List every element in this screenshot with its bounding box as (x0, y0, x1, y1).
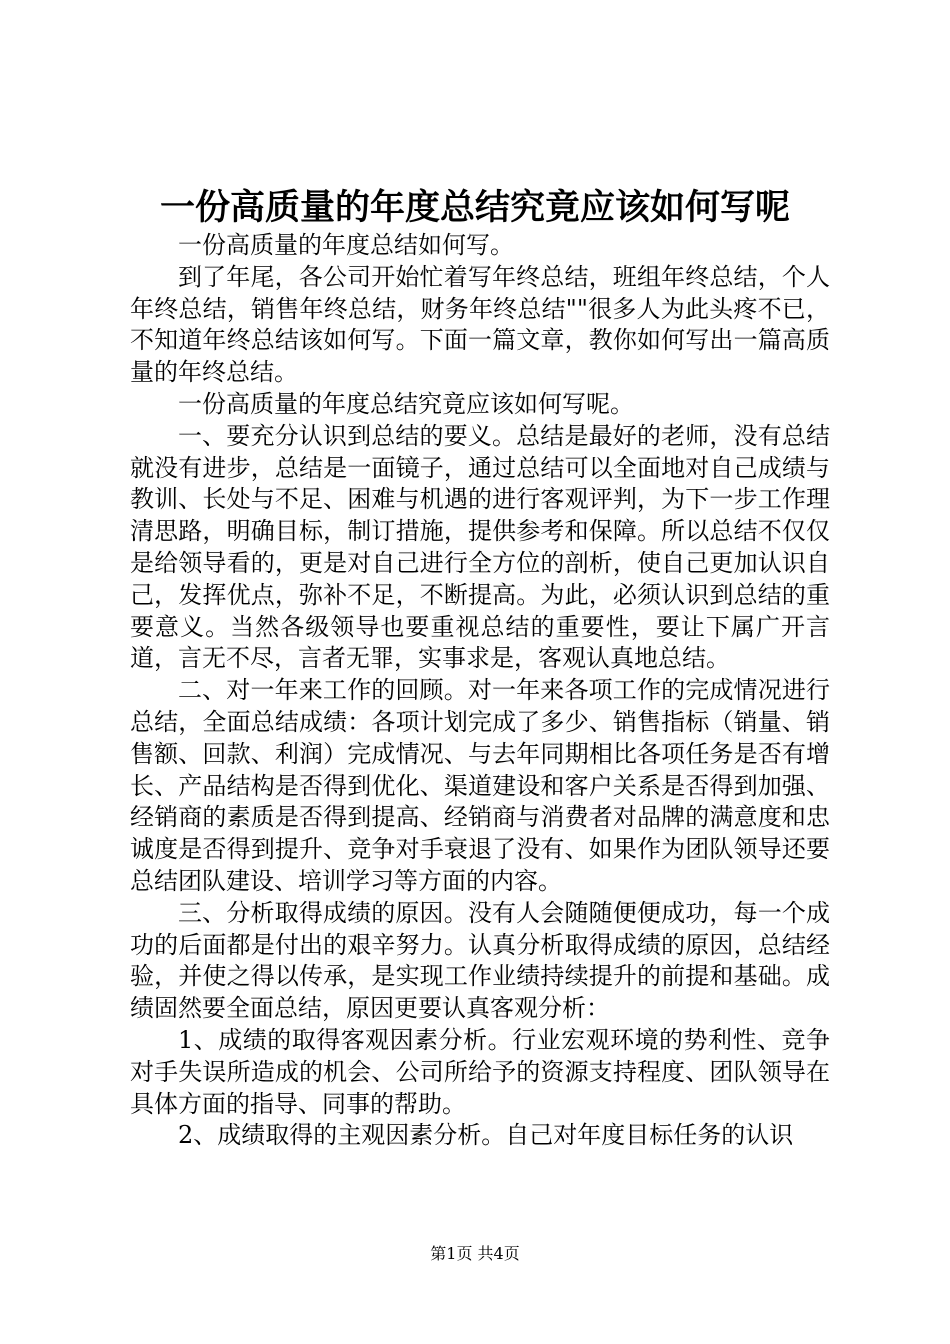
paragraph: 一份高质量的年度总结究竟应该如何写呢。 (178, 389, 634, 418)
paragraph: 到了年尾，各公司开始忙着写年终总结，班组年终总结，个人年终总结，销售年终总结，财务年终总结""很多人为此头疼不已，不知道年终总结该如何写。下面一篇文章，教你如何写出一篇高质量的年终总结。 (130, 262, 830, 387)
document-title: 一份高质量的年度总结究竟应该如何写呢 (159, 187, 790, 228)
paragraph: 一、要充分认识到总结的要义。总结是最好的老师，没有总结就没有进步，总结是一面镜子，通过总结可以全面地对自己成绩与教训、长处与不足、困难与机遇的进行客观评判，为下一步工作理清思路，明确目标，制订措施，提供参考和保障。所以总结不仅仅是给领导看的，更是对自己进行全方位的剖析，使自己更加认识自己，发挥优点，弥补不足，不断提高。为此，必须认识到总结的重要意义。当然各级领导也要重视总结的重要性，要让下属广开言道，言无不尽，言者无罪，实事求是，客观认真地总结。 (130, 421, 830, 673)
paragraph: 1、成绩的取得客观因素分析。行业宏观环境的势利性、竞争对手失误所造成的机会、公司所给予的资源支持程度、团队领导在具体方面的指导、同事的帮助。 (130, 1025, 830, 1118)
paragraph: 二、对一年来工作的回顾。对一年来各项工作的完成情况进行总结，全面总结成绩：各项计划完成了多少、销售指标（销量、销售额、回款、利润）完成情况、与去年同期相比各项任务是否有增长、产品结构是否得到优化、渠道建设和客户关系是否得到加强、经销商的素质是否得到提高、经销商与消费者对品牌的满意度和忠诚度是否得到提升、竞争对手衰退了没有、如果作为团队领导还要总结团队建设、培训学习等方面的内容。 (130, 676, 830, 895)
page-footer: 第1页 共4页 (430, 1244, 520, 1263)
paragraph: 一份高质量的年度总结如何写。 (178, 231, 514, 259)
paragraph: 2、成绩取得的主观因素分析。自己对年度目标任务的认识 (178, 1121, 794, 1150)
document-body (130, 230, 830, 1152)
paragraph: 三、分析取得成绩的原因。没有人会随随便便成功，每一个成功的后面都是付出的艰辛努力。认真分析取得成绩的原因，总结经验，并使之得以传承，是实现工作业绩持续提升的前提和基础。成绩固然要全面总结，原因更要认真客观分析： (130, 898, 830, 1023)
